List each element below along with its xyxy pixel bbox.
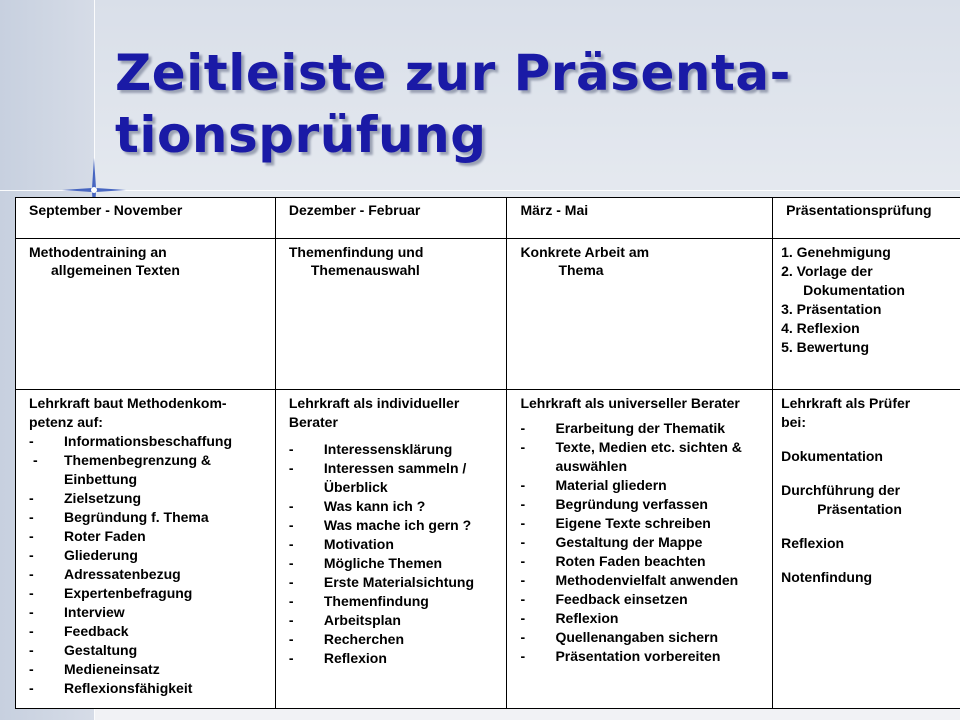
header-cell-dez-feb: Dezember - Februar bbox=[275, 198, 507, 239]
step-item: 2. Vorlage der bbox=[781, 263, 873, 279]
list-item-text: Methodenvielfalt anwenden bbox=[555, 572, 739, 588]
dash-glyph: - bbox=[29, 433, 34, 449]
list-item bbox=[289, 516, 501, 535]
dash-glyph: - bbox=[29, 547, 34, 563]
list-item-text: Feedback bbox=[64, 623, 129, 639]
list-item bbox=[29, 584, 269, 603]
phase-text: Themenfindung und bbox=[288, 244, 424, 260]
list-item bbox=[520, 495, 766, 514]
list-item bbox=[520, 590, 766, 609]
list-item-text: Interessensklärung bbox=[323, 441, 453, 457]
list-item bbox=[289, 459, 501, 497]
list-item bbox=[289, 630, 501, 649]
dash-glyph: - bbox=[520, 496, 526, 512]
dash-glyph: - bbox=[29, 604, 34, 620]
dash-glyph: - bbox=[520, 420, 526, 436]
list-item bbox=[520, 533, 766, 552]
role-row bbox=[16, 390, 960, 709]
phase-row bbox=[16, 239, 960, 390]
step-item: 4. Reflexion bbox=[781, 320, 860, 336]
list-item-text: Themenbegrenzung & Einbettung bbox=[64, 452, 212, 487]
list-item bbox=[29, 489, 269, 508]
role-cell-3 bbox=[507, 390, 773, 709]
exam-item: Reflexion bbox=[781, 535, 845, 551]
list-item-text: Interessen sammeln / Überblick bbox=[323, 460, 467, 495]
dash-glyph: - bbox=[520, 534, 526, 550]
list-item-text: Was kann ich ? bbox=[323, 498, 426, 514]
list-item bbox=[289, 497, 501, 516]
list-item-text: Expertenbefragung bbox=[64, 585, 193, 601]
dash-glyph: - bbox=[29, 642, 34, 658]
dash-glyph: - bbox=[520, 515, 526, 531]
exam-item: Durchführung der bbox=[781, 482, 901, 498]
phase-text: Thema bbox=[558, 262, 604, 278]
list-item bbox=[520, 552, 766, 571]
step-item: 3. Präsentation bbox=[781, 301, 882, 317]
phase-text: Themenauswahl bbox=[310, 262, 420, 278]
list-item bbox=[520, 438, 766, 476]
list-item bbox=[289, 611, 501, 630]
list-item bbox=[29, 660, 269, 679]
list-item bbox=[289, 592, 501, 611]
phase-cell-3 bbox=[507, 239, 773, 390]
list-item-text: Begründung f. Thema bbox=[64, 509, 209, 525]
exam-item: Präsentation bbox=[817, 501, 902, 517]
phase-text: allgemeinen Texten bbox=[51, 262, 180, 278]
exam-item: Notenfindung bbox=[781, 569, 873, 585]
dash-glyph: - bbox=[288, 612, 294, 628]
list-item-text: Gestaltung der Mappe bbox=[555, 534, 703, 550]
dash-glyph: - bbox=[29, 528, 34, 544]
step-item: 1. Genehmigung bbox=[781, 244, 891, 260]
dash-glyph: - bbox=[520, 648, 526, 664]
header-row bbox=[16, 198, 960, 239]
role-intro: Lehrkraft als Prüfer bbox=[781, 395, 911, 411]
list-item-text: Interview bbox=[64, 604, 125, 620]
step-item: 5. Bewertung bbox=[781, 339, 869, 355]
list-item bbox=[29, 622, 269, 641]
list-item bbox=[289, 573, 501, 592]
decor-horizontal-line bbox=[0, 190, 960, 191]
slide-title bbox=[115, 42, 791, 166]
title-line-1: Zeitleiste zur Präsenta- bbox=[115, 44, 791, 102]
list-item-text: Arbeitsplan bbox=[323, 612, 401, 628]
list-item-text: Informationsbeschaffung bbox=[64, 433, 233, 449]
task-list bbox=[29, 432, 269, 698]
role-intro: petenz auf: bbox=[29, 414, 103, 430]
list-item-text: Adressatenbezug bbox=[64, 566, 181, 582]
dash-glyph: - bbox=[520, 572, 526, 588]
phase-cell-1 bbox=[16, 239, 276, 390]
role-intro: Berater bbox=[288, 414, 338, 430]
exam-item: Dokumentation bbox=[781, 448, 883, 464]
dash-glyph: - bbox=[288, 536, 294, 552]
list-item-text: Motivation bbox=[323, 536, 394, 552]
role-intro: Lehrkraft als individueller bbox=[288, 395, 460, 411]
dash-glyph: - bbox=[520, 439, 526, 455]
list-item-text: Gliederung bbox=[64, 547, 138, 563]
header-cell-sep-nov: September - November bbox=[16, 198, 276, 239]
dash-glyph: - bbox=[520, 477, 526, 493]
phase-cell-2 bbox=[275, 239, 507, 390]
list-item-text: Begründung verfassen bbox=[555, 496, 708, 512]
dash-glyph: - bbox=[288, 517, 294, 533]
list-item bbox=[520, 419, 766, 438]
list-item bbox=[520, 514, 766, 533]
list-item-text: Feedback einsetzen bbox=[555, 591, 688, 607]
dash-glyph: - bbox=[288, 498, 294, 514]
header-cell-praesentationspruefung: Präsentationsprüfung bbox=[773, 198, 960, 239]
list-item-text: Eigene Texte schreiben bbox=[555, 515, 711, 531]
dash-glyph: - bbox=[520, 553, 526, 569]
phase-text: Konkrete Arbeit am bbox=[520, 244, 650, 260]
list-item-text: Zielsetzung bbox=[64, 490, 142, 506]
list-item-text: Erarbeitung der Thematik bbox=[555, 420, 726, 436]
task-list bbox=[520, 419, 766, 666]
list-item bbox=[29, 565, 269, 584]
list-item-text: Roten Faden beachten bbox=[555, 553, 706, 569]
timeline-table bbox=[15, 197, 960, 709]
list-item bbox=[29, 508, 269, 527]
list-item bbox=[29, 432, 269, 451]
list-item bbox=[29, 679, 269, 698]
dash-glyph: - bbox=[520, 629, 526, 645]
dash-glyph: - bbox=[520, 591, 526, 607]
list-item bbox=[289, 535, 501, 554]
list-item-text: Recherchen bbox=[323, 631, 405, 647]
role-cell-4 bbox=[773, 390, 960, 709]
step-item: Dokumentation bbox=[803, 282, 905, 298]
list-item-text: Gestaltung bbox=[64, 642, 138, 658]
list-item-text: Reflexion bbox=[323, 650, 387, 666]
list-item-text: Erste Materialsichtung bbox=[323, 574, 475, 590]
list-item-text: Texte, Medien etc. sichten & auswählen bbox=[555, 439, 742, 474]
dash-glyph: - bbox=[288, 441, 294, 457]
dash-glyph: - bbox=[288, 460, 294, 476]
role-cell-2 bbox=[275, 390, 507, 709]
dash-glyph: - bbox=[29, 680, 34, 696]
list-item bbox=[520, 571, 766, 590]
dash-glyph: - bbox=[288, 650, 294, 666]
list-item bbox=[29, 641, 269, 660]
list-item bbox=[29, 546, 269, 565]
list-item-text: Material gliedern bbox=[555, 477, 667, 493]
dash-glyph: - bbox=[288, 574, 294, 590]
header-cell-mar-mai: März - Mai bbox=[507, 198, 773, 239]
list-item bbox=[289, 649, 501, 668]
list-item-text: Quellenangaben sichern bbox=[555, 629, 719, 645]
dash-glyph: - bbox=[29, 490, 34, 506]
list-item-text: Medieneinsatz bbox=[64, 661, 160, 677]
phase-text: Methodentraining an bbox=[29, 244, 167, 260]
dash-glyph: - bbox=[29, 623, 34, 639]
list-item bbox=[520, 647, 766, 666]
dash-glyph: - bbox=[33, 452, 38, 468]
role-intro: bei: bbox=[781, 414, 806, 430]
list-item-text: Themenfindung bbox=[323, 593, 429, 609]
phase-cell-4 bbox=[773, 239, 960, 390]
list-item bbox=[289, 554, 501, 573]
list-item-text: Präsentation vorbereiten bbox=[555, 648, 721, 664]
dash-glyph: - bbox=[29, 585, 34, 601]
role-intro: Lehrkraft baut Methodenkom- bbox=[29, 395, 227, 411]
dash-glyph: - bbox=[288, 593, 294, 609]
list-item bbox=[29, 603, 269, 622]
list-item bbox=[289, 440, 501, 459]
dash-glyph: - bbox=[520, 610, 526, 626]
list-item bbox=[29, 451, 269, 489]
title-line-2: tionsprüfung bbox=[115, 106, 487, 164]
list-item bbox=[520, 476, 766, 495]
list-item bbox=[520, 609, 766, 628]
dash-glyph: - bbox=[288, 631, 294, 647]
dash-glyph: - bbox=[288, 555, 294, 571]
dash-glyph: - bbox=[29, 509, 34, 525]
list-item-text: Reflexionsfähigkeit bbox=[64, 680, 193, 696]
list-item-text: Was mache ich gern ? bbox=[323, 517, 472, 533]
task-list bbox=[289, 440, 501, 668]
list-item-text: Mögliche Themen bbox=[323, 555, 443, 571]
dash-glyph: - bbox=[29, 566, 34, 582]
role-cell-1 bbox=[16, 390, 276, 709]
role-intro: Lehrkraft als universeller Berater bbox=[520, 395, 740, 411]
dash-glyph: - bbox=[29, 661, 34, 677]
list-item bbox=[520, 628, 766, 647]
list-item bbox=[29, 527, 269, 546]
list-item-text: Roter Faden bbox=[64, 528, 146, 544]
list-item-text: Reflexion bbox=[555, 610, 619, 626]
